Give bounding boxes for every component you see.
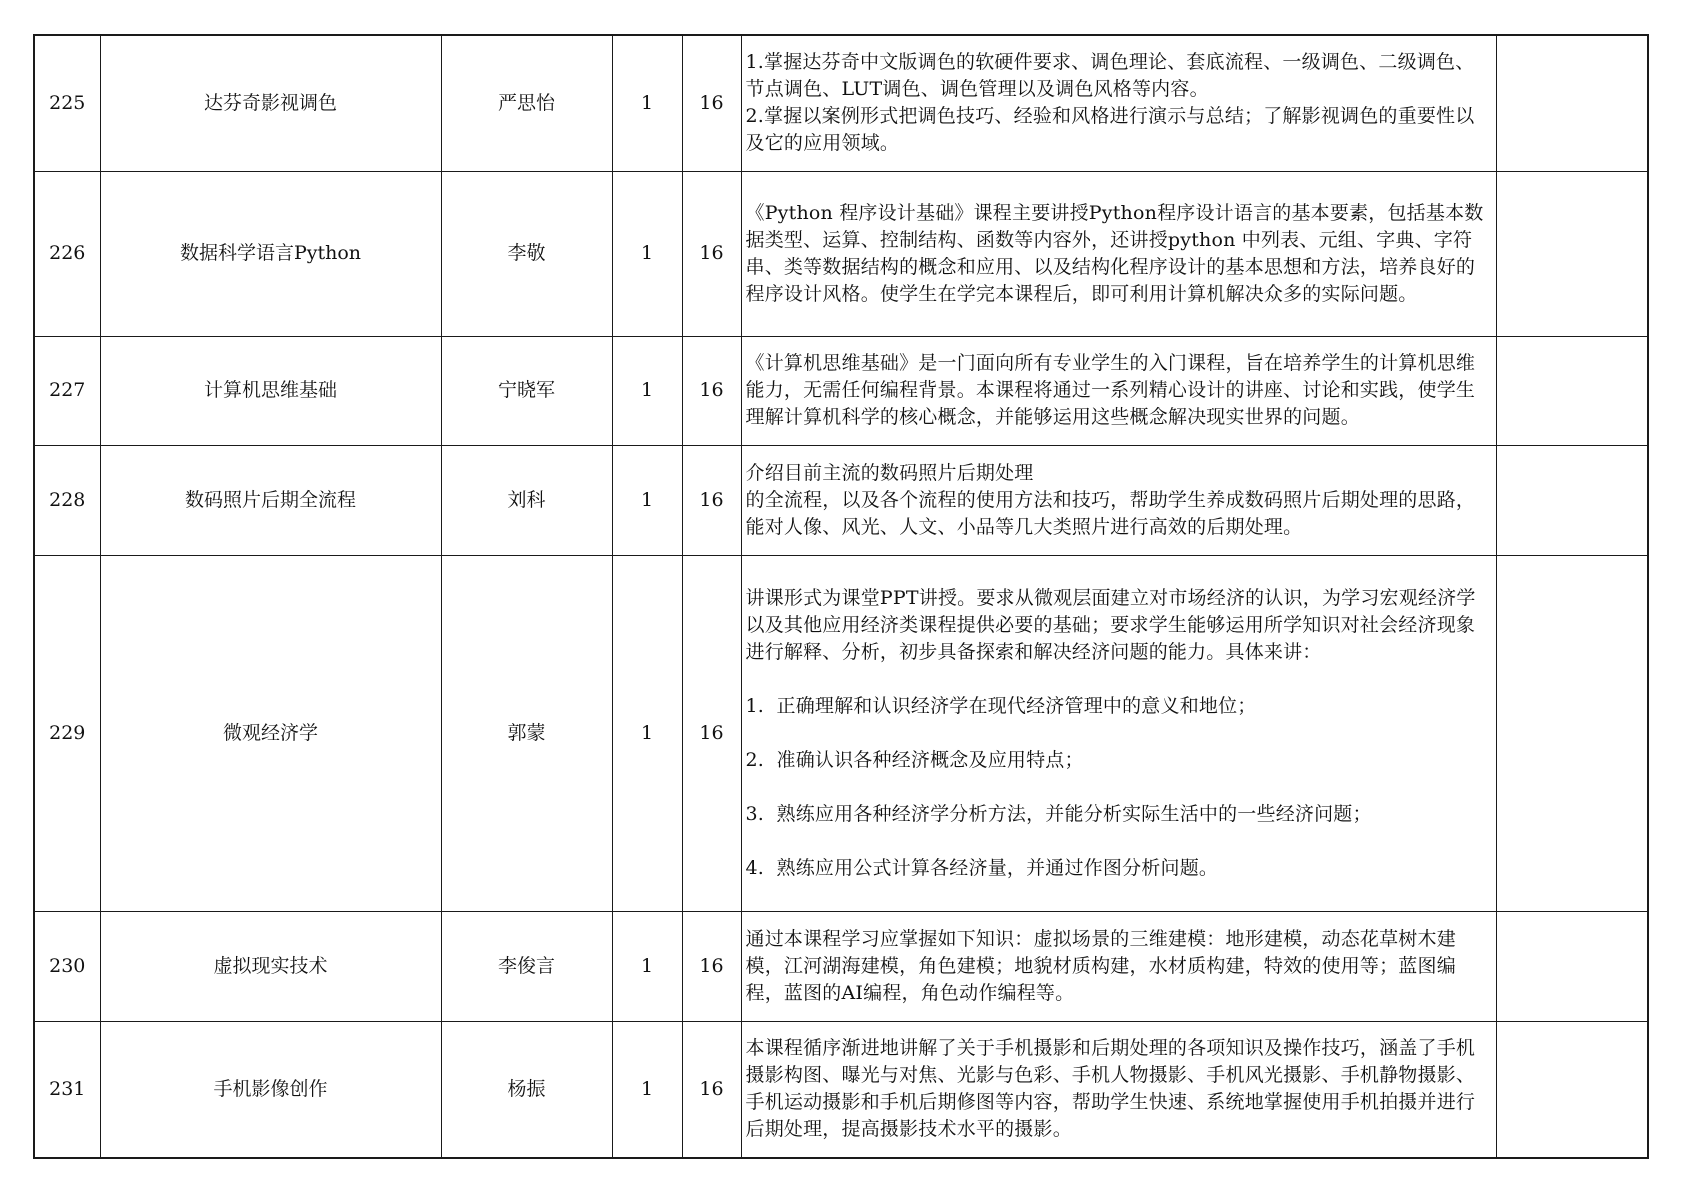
course-name: 微观经济学 [100, 555, 441, 911]
table-row [34, 911, 1648, 1021]
course-note [1496, 555, 1648, 911]
course-credit: 1 [612, 1021, 682, 1158]
table-row [34, 445, 1648, 555]
course-description-text: 讲课形式为课堂PPT讲授。要求从微观层面建立对市场经济的认识，为学习宏观经济学以及其他应用经济类课程提供必要的基础；要求学生能够运用所学知识对社会经济现象进行解释、分析，初步具备探索和解决经济问题的能力。具体来讲： 1. 正确理解和认识经济学在现代经济管理中的意义和地位； 2. 准确认识各种经济概念及应用特点； 3. 熟练应用各种经济学分析方法，并能分析实际生活中的一些经济问题； 4. 熟练应用公式计算各经济量，并通过作图分析问题。 [745, 586, 1476, 879]
table-row [34, 555, 1648, 911]
course-teacher: 刘科 [441, 445, 612, 555]
course-description-text: 通过本课程学习应掌握如下知识：虚拟场景的三维建模：地形建模，动态花草树木建模，江河湖海建模，角色建模；地貌材质构建，水材质构建，特效的使用等；蓝图编程，蓝图的AI编程，角色动作编程等。 [745, 927, 1456, 1004]
course-sheet [33, 34, 1647, 1159]
course-description [741, 171, 1496, 336]
course-number: 230 [34, 911, 100, 1021]
table-row [34, 35, 1648, 171]
course-hours: 16 [682, 336, 741, 445]
course-number: 229 [34, 555, 100, 911]
table-row [34, 336, 1648, 445]
course-description-text: 《Python 程序设计基础》课程主要讲授Python程序设计语言的基本要素，包括基本数据类型、运算、控制结构、函数等内容外，还讲授python 中列表、元组、字典、字符串、类等数据结构的概念和应用、以及结构化程序设计的基本思想和方法，培养良好的程序设计风格。使学生在学完本课程后，即可利用计算机解决众多的实际问题。 [745, 201, 1484, 305]
course-credit: 1 [612, 171, 682, 336]
course-table [33, 34, 1649, 1159]
course-hours: 16 [682, 171, 741, 336]
course-description-text: 1.掌握达芬奇中文版调色的软硬件要求、调色理论、套底流程、一级调色、二级调色、节点调色、LUT调色、调色管理以及调色风格等内容。 2.掌握以案例形式把调色技巧、经验和风格进行演示与总结；了解影视调色的重要性以及它的应用领域。 [745, 51, 1475, 155]
course-number: 231 [34, 1021, 100, 1158]
course-hours: 16 [682, 445, 741, 555]
course-teacher: 李敬 [441, 171, 612, 336]
course-credit: 1 [612, 336, 682, 445]
course-teacher: 宁晓军 [441, 336, 612, 445]
course-note [1496, 336, 1648, 445]
course-description-text: 本课程循序渐进地讲解了关于手机摄影和后期处理的各项知识及操作技巧，涵盖了手机摄影构图、曝光与对焦、光影与色彩、手机人物摄影、手机风光摄影、手机静物摄影、手机运动摄影和手机后期修图等内容，帮助学生快速、系统地掌握使用手机拍摄并进行后期处理，提高摄影技术水平的摄影。 [745, 1037, 1476, 1141]
course-note [1496, 35, 1648, 171]
table-row [34, 1021, 1648, 1158]
course-hours: 16 [682, 555, 741, 911]
course-number: 228 [34, 445, 100, 555]
course-description [741, 35, 1496, 171]
course-name: 虚拟现实技术 [100, 911, 441, 1021]
course-hours: 16 [682, 35, 741, 171]
course-description-text: 介绍目前主流的数码照片后期处理 的全流程，以及各个流程的使用方法和技巧，帮助学生养成数码照片后期处理的思路，能对人像、风光、人文、小品等几大类照片进行高效的后期处理。 [745, 461, 1476, 538]
course-description [741, 336, 1496, 445]
course-number: 227 [34, 336, 100, 445]
course-description [741, 555, 1496, 911]
course-teacher: 郭蒙 [441, 555, 612, 911]
course-teacher: 严思怡 [441, 35, 612, 171]
course-note [1496, 911, 1648, 1021]
course-credit: 1 [612, 911, 682, 1021]
course-description-text: 《计算机思维基础》是一门面向所有专业学生的入门课程，旨在培养学生的计算机思维能力，无需任何编程背景。本课程将通过一系列精心设计的讲座、讨论和实践，使学生理解计算机科学的核心概念，并能够运用这些概念解决现实世界的问题。 [745, 352, 1476, 428]
course-note [1496, 1021, 1648, 1158]
course-name: 达芬奇影视调色 [100, 35, 441, 171]
course-description [741, 1021, 1496, 1158]
course-teacher: 杨振 [441, 1021, 612, 1158]
course-name: 数据科学语言Python [100, 171, 441, 336]
course-description [741, 911, 1496, 1021]
course-credit: 1 [612, 445, 682, 555]
course-number: 225 [34, 35, 100, 171]
course-number: 226 [34, 171, 100, 336]
course-name: 计算机思维基础 [100, 336, 441, 445]
course-hours: 16 [682, 911, 741, 1021]
course-credit: 1 [612, 555, 682, 911]
course-name: 手机影像创作 [100, 1021, 441, 1158]
course-note [1496, 445, 1648, 555]
table-row [34, 171, 1648, 336]
course-note [1496, 171, 1648, 336]
course-hours: 16 [682, 1021, 741, 1158]
course-description [741, 445, 1496, 555]
course-teacher: 李俊言 [441, 911, 612, 1021]
course-name: 数码照片后期全流程 [100, 445, 441, 555]
course-credit: 1 [612, 35, 682, 171]
